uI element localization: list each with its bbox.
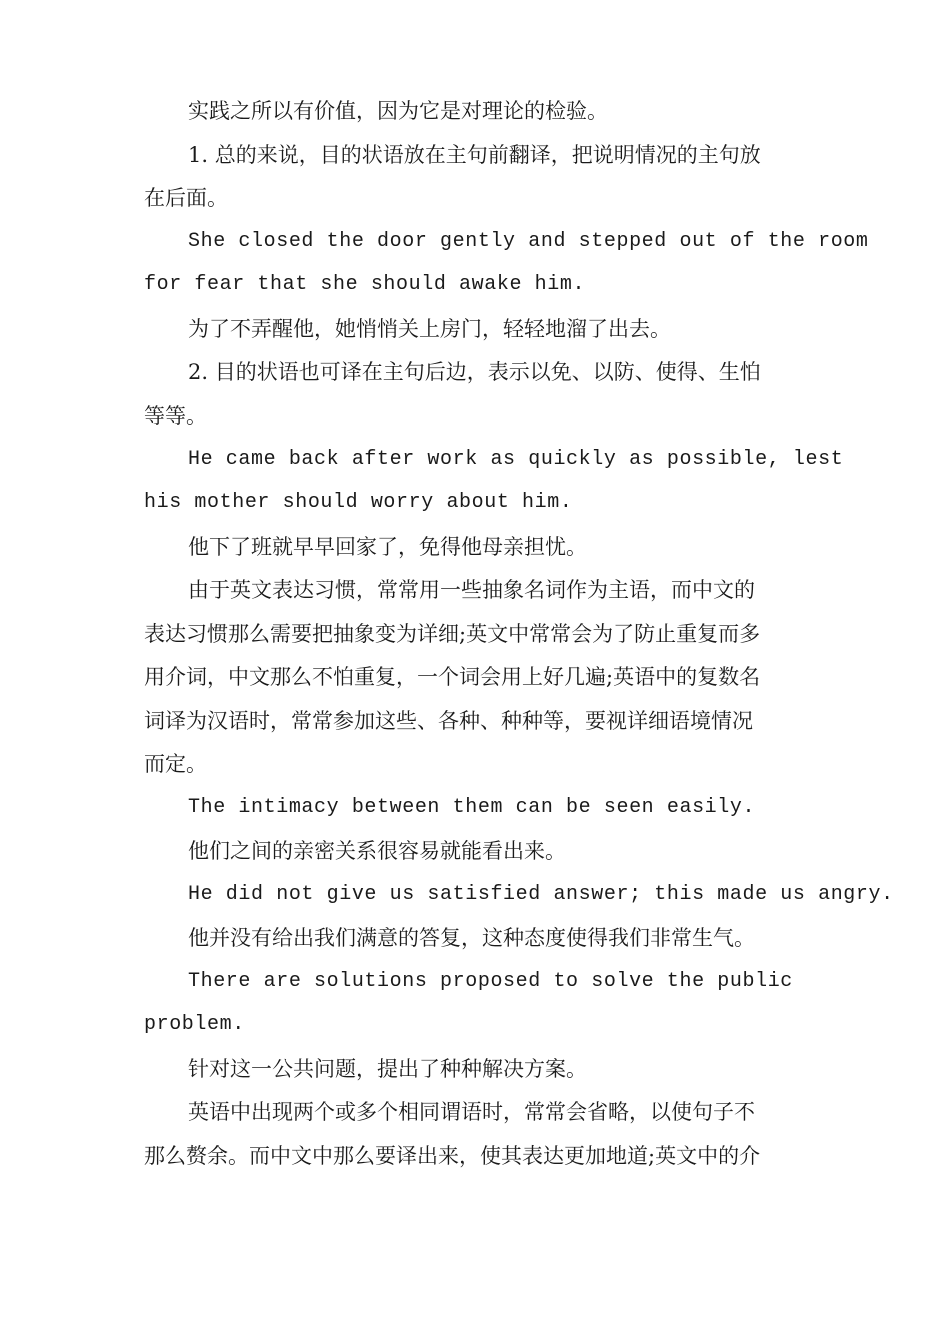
english-line: He came back after work as quickly as possible, lest [188, 448, 844, 471]
text-line: 2. 目的状语也可译在主句后边，表示以免、以防、使得、生怕 [188, 360, 761, 384]
english-line: The intimacy between them can be seen easily. [188, 796, 756, 819]
text-line: 他下了班就早早回家了，免得他母亲担忧。 [188, 535, 587, 559]
text-line: 那么赘余。而中文中那么要译出来，使其表达更加地道;英文中的介 [144, 1144, 761, 1168]
english-line: problem. [144, 1013, 245, 1036]
text-line: 他并没有给出我们满意的答复，这种态度使得我们非常生气。 [188, 926, 755, 950]
english-line: He did not give us satisfied answer; this made us angry. [188, 883, 894, 906]
text-line: 1. 总的来说，目的状语放在主句前翻译，把说明情况的主句放 [188, 143, 761, 167]
text-line: 英语中出现两个或多个相同谓语时，常常会省略，以使句子不 [188, 1100, 755, 1124]
text-line: 针对这一公共问题，提出了种种解决方案。 [188, 1057, 587, 1081]
text-line: 他们之间的亲密关系很容易就能看出来。 [188, 839, 566, 863]
english-line: his mother should worry about him. [144, 491, 573, 514]
text-line: 而定。 [144, 752, 207, 776]
text-line: 在后面。 [144, 186, 228, 210]
text-line: 等等。 [144, 404, 207, 428]
text-line: 实践之所以有价值，因为它是对理论的检验。 [188, 99, 608, 123]
english-line: There are solutions proposed to solve the public [188, 970, 793, 993]
english-line: for fear that she should awake him. [144, 273, 586, 296]
text-line: 词译为汉语时，常常参加这些、各种、种种等，要视详细语境情况 [144, 709, 753, 733]
text-line: 用介词，中文那么不怕重复，一个词会用上好几遍;英语中的复数名 [144, 665, 761, 689]
english-line: She closed the door gently and stepped out of the room [188, 230, 869, 253]
text-line: 由于英文表达习惯，常常用一些抽象名词作为主语，而中文的 [188, 578, 755, 602]
text-line: 表达习惯那么需要把抽象变为详细;英文中常常会为了防止重复而多 [144, 622, 761, 646]
text-line: 为了不弄醒他，她悄悄关上房门，轻轻地溜了出去。 [188, 317, 671, 341]
